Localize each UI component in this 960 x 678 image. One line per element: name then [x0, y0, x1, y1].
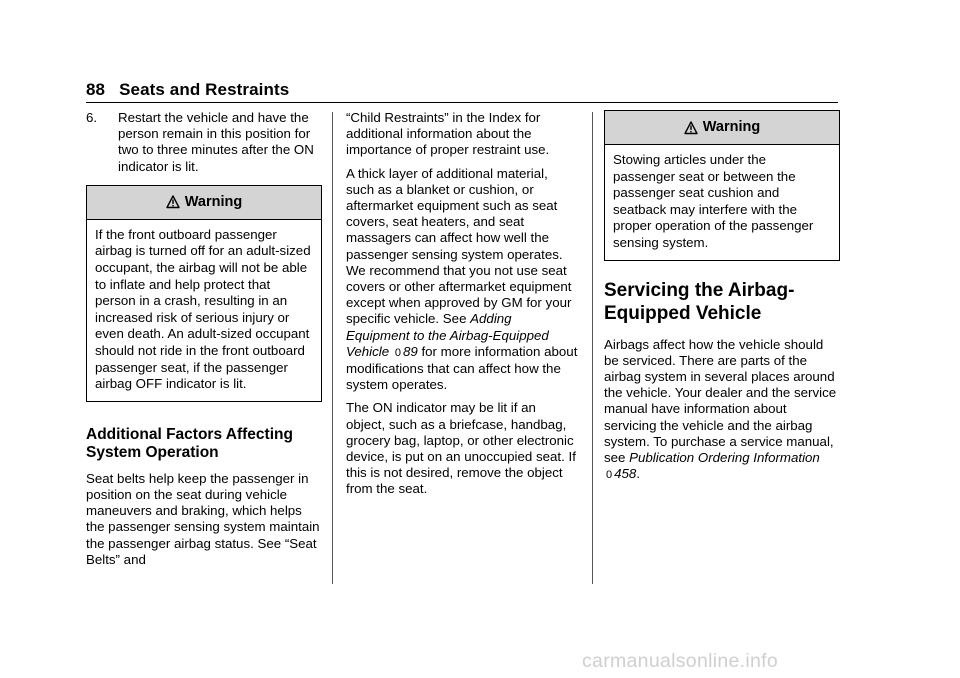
column-3	[604, 110, 840, 490]
column-divider-2	[592, 112, 593, 584]
step-6	[86, 110, 322, 175]
warning-body: If the front outboard passenger airbag is turned off for an adult-sized occupant, the airbag will not be able to inflate and help protect that person in a crash, resulting in an increased risk of serious injury or even death. An adult-sized occupant should not ride in the front outboard passenger seat, if the passenger airbag OFF indicator is lit.	[95, 226, 311, 392]
page-ref-arrow-icon: 0	[394, 346, 401, 359]
page-ref-arrow-icon: 0	[606, 469, 613, 482]
page-ref-458[interactable]: 458	[614, 466, 637, 482]
warning-triangle-icon	[166, 195, 180, 209]
paragraph-text: Airbags affect how the vehicle should be serviced. There are parts of the airbag system in several places around the vehicle. Your dealer and the service manual have information about servicing the vehicle and the airbag system. To purchase a service manual, see	[604, 336, 837, 465]
step-number: 6.	[86, 110, 98, 125]
section-title: Seats and Restraints	[119, 80, 290, 99]
warning-title: Warning	[184, 194, 243, 211]
step-text: Restart the vehicle and have the person remain in this position for two to three minutes after the ON indicator is lit.	[118, 110, 314, 174]
warning-box-stowing	[604, 110, 840, 261]
link-adding-equipment[interactable]: Adding Equipment to the Airbag-Equipped Vehicle	[346, 311, 549, 359]
warning-title: Warning	[702, 119, 761, 136]
watermark: carmanualsonline.info	[582, 650, 778, 672]
paragraph-servicing	[604, 337, 840, 484]
page-header	[86, 80, 289, 100]
paragraph-text: A thick layer of additional material, such as a blanket or cushion, or aftermarket equipment such as seat covers, seat heaters, and seat massagers can affect how well the passenger sensing system operates. We recommend that you not use seat covers or other aftermarket equipment except when approved by GM for your specific vehicle. See	[346, 165, 572, 327]
paragraph-seat-belts: Seat belts help keep the passenger in position on the seat during vehicle maneuvers and braking, which helps the passenger sensing system maintain the passenger airbag status. See “Seat Belts” and	[86, 470, 320, 567]
warning-box-airbag-off	[86, 185, 322, 402]
paragraph-thick-layer	[346, 166, 578, 394]
paragraph-period: .	[636, 466, 641, 482]
warning-header	[87, 186, 321, 220]
page-ref-89[interactable]: 89	[402, 343, 418, 359]
column-2	[346, 110, 578, 505]
page-number: 88	[86, 80, 106, 99]
header-rule	[86, 102, 838, 103]
section-heading-additional-factors: Additional Factors Affecting System Operation	[86, 425, 293, 461]
warning-body: Stowing articles under the passenger seat or between the passenger seat cushion and seatback may interfere with the proper operation of the passenger sensing system.	[613, 152, 814, 250]
paragraph-text-end: for more information about modifications that can affect how the system operates.	[346, 343, 578, 393]
link-publication-ordering[interactable]: Publication Ordering Information	[629, 449, 820, 465]
paragraph-child-restraints: “Child Restraints” in the Index for additional information about the importance of proper restraint use.	[346, 110, 550, 158]
column-divider-1	[332, 112, 333, 584]
warning-triangle-icon	[684, 121, 698, 135]
column-1	[86, 110, 322, 575]
paragraph-on-indicator: The ON indicator may be lit if an object, such as a briefcase, handbag, grocery bag, laptop, or other electronic device, is put on an unoccupied seat. If this is not desired, remove the object from the seat.	[346, 400, 576, 497]
warning-header	[605, 111, 839, 145]
section-heading-servicing: Servicing the Airbag-Equipped Vehicle	[604, 279, 795, 324]
